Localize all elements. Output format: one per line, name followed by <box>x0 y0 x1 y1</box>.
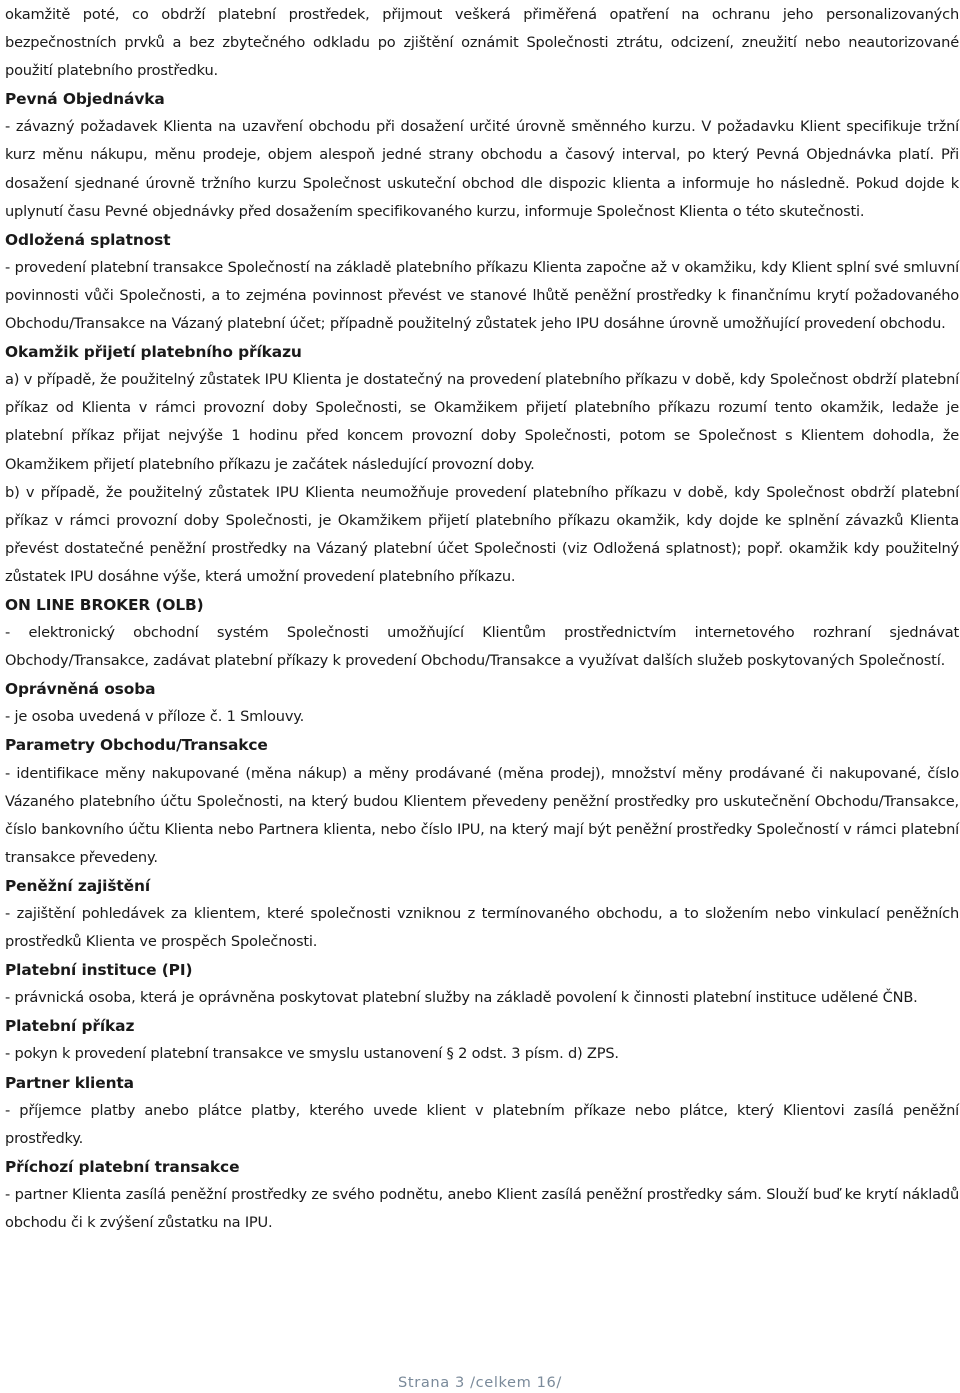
section-parametry-obchodu <box>5 731 959 871</box>
intro-paragraph: okamžitě poté, co obdrží platební prostředek, přijmout veškerá přiměřená opatření na ochranu jeho personalizovaných bezpečnostních prvků a bez zbytečného odkladu po zjištění oznámit Společnosti ztrátu, odcizení, zneužití nebo neautorizované použití platebního prostředku. <box>5 6 959 80</box>
section-paragraph: - závazný požadavek Klienta na uzavření obchodu při dosažení určité úrovně směnného kurzu. V požadavku Klient specifikuje tržní kurz měnu nákupu, měnu prodeje, objem alespoň jedné strany obchodu a časový interval, po který Pevná Objednávka platí. Při dosažení sjednané úrovně tržního kurzu Společnost uskuteční obchod dle dispozic klienta a informuje ho následně. Pokud dojde k uplynutí času Pevné objednávky před dosažením specifikovaného kurzu, informuje Společnost Klienta o této skutečnosti. <box>5 118 959 220</box>
section-heading: Peněžní zajištění <box>5 876 151 895</box>
section-opravnena-osoba <box>5 675 959 731</box>
section-paragraph: b) v případě, že použitelný zůstatek IPU Klienta neumožňuje provedení platebního příkazu v době, kdy Společnost obdrží platební příkaz v rámci provozní doby Společnosti, je Okamžikem přijetí platebního příkazu okamžik, kdy dojde ke splnění závazků Klienta převést dostatečné peněžní prostředky na Vázaný platební účet Společnosti (viz Odložená splatnost); popř. okamžik kdy použitelný zůstatek IPU dosáhne výše, která umožní provedení platebního příkazu. <box>5 483 959 585</box>
section-heading: Platební instituce (PI) <box>5 961 193 980</box>
page-number-footer: Strana 3 /celkem 16/ <box>398 1374 562 1391</box>
section-paragraph: - pokyn k provedení platební transakce ve smyslu ustanovení § 2 odst. 3 písm. d) ZPS. <box>5 1045 619 1063</box>
section-paragraph: - příjemce platby anebo plátce platby, kterého uvede klient v platebním příkaze nebo plátce, který Klientovi zasílá peněžní prostředky. <box>5 1101 959 1147</box>
section-heading: Platební příkaz <box>5 1017 135 1036</box>
section-paragraph: a) v případě, že použitelný zůstatek IPU Klienta je dostatečný na provedení platebního příkazu v době, kdy Společnost obdrží platební příkaz od Klienta v rámci provozní doby Společnosti, se Okamžikem přijetí platebního příkazu rozumí tento okamžik, ledaže je platební příkaz přijat nejvýše 1 hodinu před koncem provozní doby Společnosti, potom se Společnost s Klientem dohodla, že Okamžikem přijetí platebního příkazu je začátek následující provozní doby. <box>5 371 959 473</box>
section-paragraph: - zajištění pohledávek za klientem, které společnosti vzniknou z termínovaného obchodu, a to složením nebo vinkulací peněžních prostředků Klienta ve prospěch Společnosti. <box>5 905 959 951</box>
section-paragraph: - provedení platební transakce Společností na základě platebního příkazu Klienta započne až v okamžiku, kdy Klient splní své smluvní povinnosti vůči Společnosti, a to zejména povinnost převést ve stanové lhůtě peněžní prostředky k finančnímu krytí požadovaného Obchodu/Transakce na Vázaný platební účet; případně použitelný zůstatek jeho IPU dosáhne úrovně umožňující provedení obchodu. <box>5 258 959 333</box>
section-heading: Oprávněná osoba <box>5 680 156 699</box>
section-heading: Pevná Objednávka <box>5 90 165 109</box>
section-platebni-instituce <box>5 956 959 1012</box>
section-paragraph: - elektronický obchodní systém Společnosti umožňující Klientům prostřednictvím internetového rozhraní sjednávat Obchody/Transakce, zadávat platební příkazy k provedení Obchodu/Transakce a využívat dalších služeb poskytovaných Společností. <box>5 624 959 670</box>
section-paragraph: - právnická osoba, která je oprávněna poskytovat platební služby na základě povolení k činnosti platební instituce udělené ČNB. <box>5 989 918 1007</box>
section-partner-klienta <box>5 1069 959 1153</box>
section-okamzik-prijeti <box>5 338 959 591</box>
section-paragraph: - identifikace měny nakupované (měna nákup) a měny prodávané (měna prodej), množství měny prodávané či nakupované, číslo Vázaného platebního účtu Společnosti, na který budou Klientem převedeny peněžní prostředky pro uskutečnění Obchodu/Transakce, číslo bankovního účtu Klienta nebo Partnera klienta, nebo číslo IPU, na který mají být peněžní prostředky Společností v rámci platební transakce převedeny. <box>5 764 959 866</box>
document-page <box>5 0 959 1237</box>
section-online-broker <box>5 591 959 675</box>
section-heading: Parametry Obchodu/Transakce <box>5 736 268 755</box>
section-platebni-prikaz <box>5 1012 959 1068</box>
section-heading: Příchozí platební transakce <box>5 1157 240 1176</box>
section-odlozena-splatnost <box>5 226 959 338</box>
section-paragraph: - je osoba uvedená v příloze č. 1 Smlouvy. <box>5 708 305 726</box>
section-paragraph: - partner Klienta zasílá peněžní prostředky ze svého podnětu, anebo Klient zasílá peněžní prostředky sám. Slouží buď ke krytí nákladů obchodu či k zvýšení zůstatku na IPU. <box>5 1185 959 1232</box>
section-pevna-objednavka <box>5 85 959 225</box>
section-heading: Partner klienta <box>5 1073 134 1092</box>
section-heading: Okamžik přijetí platebního příkazu <box>5 343 302 362</box>
section-heading: Odložená splatnost <box>5 230 171 249</box>
section-prichozi-transakce <box>5 1153 959 1237</box>
section-heading: ON LINE BROKER (OLB) <box>5 595 204 614</box>
section-penezni-zajisteni <box>5 872 959 956</box>
